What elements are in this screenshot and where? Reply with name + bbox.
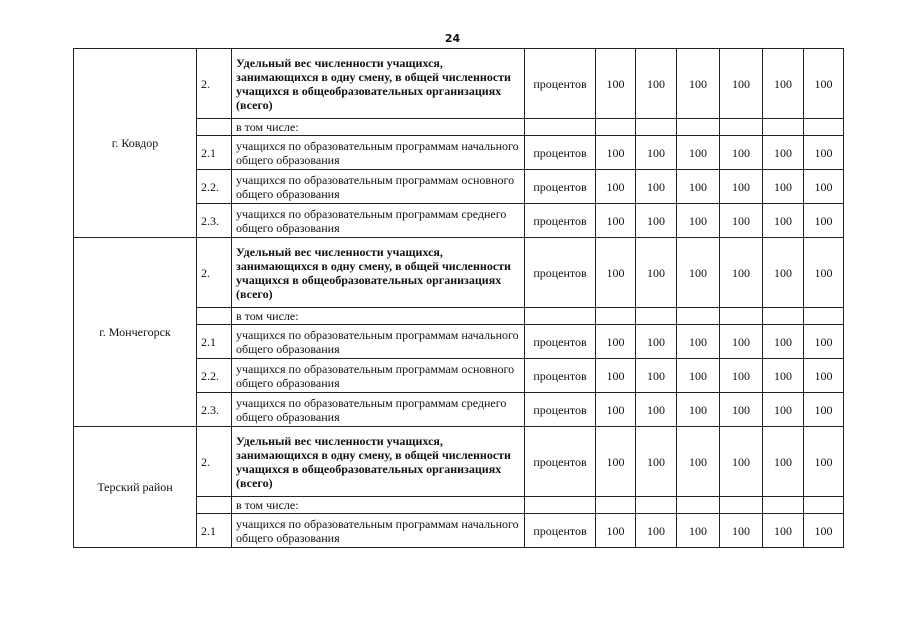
unit-cell bbox=[525, 308, 596, 325]
table-row bbox=[74, 238, 844, 308]
value-cell: 100 bbox=[596, 325, 636, 359]
value-cell: 100 bbox=[804, 170, 844, 204]
value-cell: 100 bbox=[804, 325, 844, 359]
row-number: 2.1 bbox=[197, 325, 232, 359]
value-cell: 100 bbox=[636, 238, 677, 308]
row-number: 2.2. bbox=[197, 359, 232, 393]
value-cell bbox=[636, 308, 677, 325]
row-number bbox=[197, 308, 232, 325]
value-cell: 100 bbox=[677, 204, 720, 238]
value-cell bbox=[720, 308, 763, 325]
value-cell: 100 bbox=[804, 514, 844, 548]
value-cell: 100 bbox=[596, 136, 636, 170]
value-cell bbox=[720, 119, 763, 136]
value-cell: 100 bbox=[763, 427, 804, 497]
value-cell: 100 bbox=[720, 325, 763, 359]
table-row bbox=[74, 49, 844, 119]
indicator-description: в том числе: bbox=[232, 308, 525, 325]
indicators-table bbox=[73, 48, 844, 548]
value-cell: 100 bbox=[763, 238, 804, 308]
value-cell: 100 bbox=[677, 427, 720, 497]
value-cell: 100 bbox=[636, 49, 677, 119]
unit-cell bbox=[525, 119, 596, 136]
unit-cell: процентов bbox=[525, 136, 596, 170]
value-cell: 100 bbox=[596, 359, 636, 393]
row-number: 2.3. bbox=[197, 204, 232, 238]
value-cell bbox=[596, 119, 636, 136]
value-cell bbox=[677, 308, 720, 325]
unit-cell: процентов bbox=[525, 427, 596, 497]
indicator-description: учащихся по образовательным программам основного общего образования bbox=[232, 359, 525, 393]
value-cell: 100 bbox=[720, 204, 763, 238]
unit-cell: процентов bbox=[525, 204, 596, 238]
value-cell: 100 bbox=[804, 49, 844, 119]
value-cell: 100 bbox=[677, 170, 720, 204]
value-cell: 100 bbox=[636, 136, 677, 170]
row-number: 2. bbox=[197, 238, 232, 308]
value-cell: 100 bbox=[804, 427, 844, 497]
value-cell: 100 bbox=[636, 359, 677, 393]
value-cell bbox=[804, 308, 844, 325]
value-cell: 100 bbox=[677, 325, 720, 359]
indicator-description: Удельный вес численности учащихся, занимающихся в одну смену, в общей численности учащихся в общеобразовательных организациях (всего) bbox=[232, 238, 525, 308]
value-cell: 100 bbox=[596, 170, 636, 204]
value-cell bbox=[804, 497, 844, 514]
unit-cell bbox=[525, 497, 596, 514]
row-number: 2.2. bbox=[197, 170, 232, 204]
value-cell bbox=[636, 497, 677, 514]
unit-cell: процентов bbox=[525, 238, 596, 308]
value-cell: 100 bbox=[804, 136, 844, 170]
value-cell bbox=[720, 497, 763, 514]
value-cell: 100 bbox=[596, 514, 636, 548]
value-cell: 100 bbox=[720, 136, 763, 170]
value-cell: 100 bbox=[636, 325, 677, 359]
value-cell: 100 bbox=[763, 204, 804, 238]
value-cell: 100 bbox=[804, 238, 844, 308]
unit-cell: процентов bbox=[525, 359, 596, 393]
value-cell bbox=[636, 119, 677, 136]
value-cell: 100 bbox=[596, 49, 636, 119]
value-cell bbox=[677, 119, 720, 136]
value-cell: 100 bbox=[636, 427, 677, 497]
value-cell: 100 bbox=[763, 49, 804, 119]
value-cell: 100 bbox=[677, 393, 720, 427]
page-number: 24 bbox=[444, 32, 461, 45]
indicator-description: учащихся по образовательным программам среднего общего образования bbox=[232, 204, 525, 238]
indicator-description: Удельный вес численности учащихся, занимающихся в одну смену, в общей численности учащихся в общеобразовательных организациях (всего) bbox=[232, 49, 525, 119]
value-cell: 100 bbox=[720, 170, 763, 204]
table-row bbox=[74, 427, 844, 497]
value-cell: 100 bbox=[763, 514, 804, 548]
value-cell: 100 bbox=[763, 393, 804, 427]
value-cell: 100 bbox=[636, 393, 677, 427]
row-number: 2. bbox=[197, 49, 232, 119]
value-cell: 100 bbox=[677, 514, 720, 548]
row-number: 2.3. bbox=[197, 393, 232, 427]
value-cell: 100 bbox=[720, 49, 763, 119]
value-cell: 100 bbox=[763, 359, 804, 393]
table-body bbox=[74, 49, 844, 548]
value-cell: 100 bbox=[596, 393, 636, 427]
value-cell: 100 bbox=[720, 514, 763, 548]
row-number: 2. bbox=[197, 427, 232, 497]
value-cell: 100 bbox=[596, 238, 636, 308]
unit-cell: процентов bbox=[525, 170, 596, 204]
value-cell: 100 bbox=[636, 204, 677, 238]
row-number: 2.1 bbox=[197, 136, 232, 170]
region-name: г. Ковдор bbox=[74, 49, 197, 238]
value-cell bbox=[677, 497, 720, 514]
row-number bbox=[197, 119, 232, 136]
indicator-description: учащихся по образовательным программам начального общего образования bbox=[232, 136, 525, 170]
region-name: Терский район bbox=[74, 427, 197, 548]
value-cell bbox=[596, 308, 636, 325]
value-cell: 100 bbox=[677, 136, 720, 170]
value-cell: 100 bbox=[677, 359, 720, 393]
indicator-description: учащихся по образовательным программам начального общего образования bbox=[232, 514, 525, 548]
value-cell: 100 bbox=[804, 393, 844, 427]
indicator-description: учащихся по образовательным программам начального общего образования bbox=[232, 325, 525, 359]
value-cell bbox=[763, 497, 804, 514]
indicator-description: в том числе: bbox=[232, 497, 525, 514]
indicator-description: Удельный вес численности учащихся, занимающихся в одну смену, в общей численности учащихся в общеобразовательных организациях (всего) bbox=[232, 427, 525, 497]
unit-cell: процентов bbox=[525, 325, 596, 359]
value-cell: 100 bbox=[804, 204, 844, 238]
value-cell bbox=[763, 119, 804, 136]
value-cell: 100 bbox=[720, 427, 763, 497]
value-cell: 100 bbox=[636, 170, 677, 204]
value-cell bbox=[596, 497, 636, 514]
unit-cell: процентов bbox=[525, 49, 596, 119]
indicator-description: в том числе: bbox=[232, 119, 525, 136]
value-cell: 100 bbox=[596, 427, 636, 497]
value-cell: 100 bbox=[720, 359, 763, 393]
value-cell: 100 bbox=[804, 359, 844, 393]
value-cell bbox=[763, 308, 804, 325]
value-cell: 100 bbox=[677, 238, 720, 308]
value-cell: 100 bbox=[763, 136, 804, 170]
value-cell: 100 bbox=[596, 204, 636, 238]
row-number: 2.1 bbox=[197, 514, 232, 548]
value-cell: 100 bbox=[763, 170, 804, 204]
value-cell: 100 bbox=[636, 514, 677, 548]
value-cell: 100 bbox=[720, 238, 763, 308]
row-number bbox=[197, 497, 232, 514]
unit-cell: процентов bbox=[525, 393, 596, 427]
value-cell bbox=[804, 119, 844, 136]
value-cell: 100 bbox=[763, 325, 804, 359]
value-cell: 100 bbox=[720, 393, 763, 427]
region-name: г. Мончегорск bbox=[74, 238, 197, 427]
unit-cell: процентов bbox=[525, 514, 596, 548]
indicator-description: учащихся по образовательным программам среднего общего образования bbox=[232, 393, 525, 427]
indicator-description: учащихся по образовательным программам основного общего образования bbox=[232, 170, 525, 204]
value-cell: 100 bbox=[677, 49, 720, 119]
